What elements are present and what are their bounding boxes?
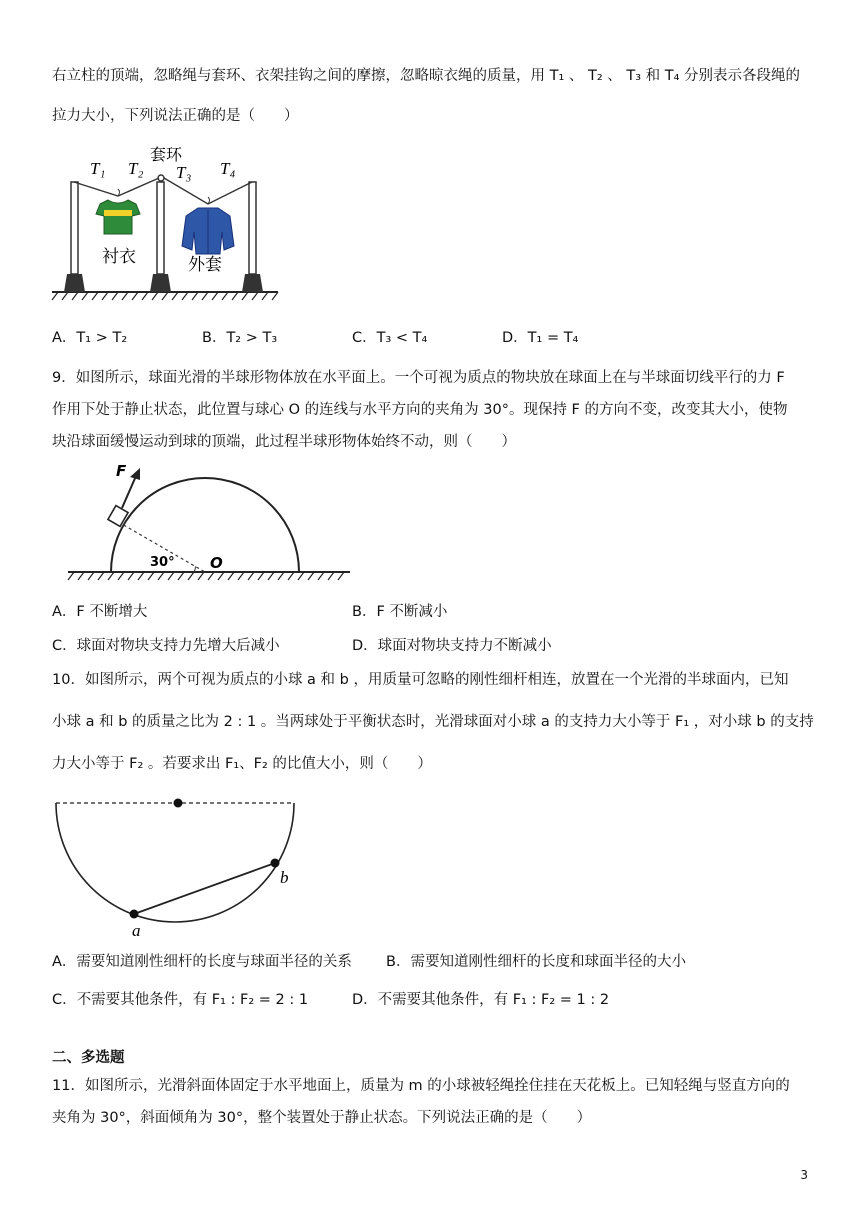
q8-option-a: A．T₁ > T₂ xyxy=(52,330,128,346)
label-center-o: O xyxy=(210,554,223,572)
label-force-f: F xyxy=(116,462,127,480)
q10-option-d: D．不需要其他条件，有 F₁ : F₂ = 1 : 2 xyxy=(352,992,610,1008)
q9-option-d: D．球面对物块支持力不断减小 xyxy=(352,638,552,654)
label-t2: T₂ xyxy=(128,159,144,178)
label-ring: 套环 xyxy=(150,145,183,164)
q9-option-b: B．F 不断减小 xyxy=(352,604,448,620)
q10-figure-bowl xyxy=(52,792,302,942)
shirt-icon xyxy=(96,200,140,234)
label-ball-a: a xyxy=(132,921,141,940)
q11-text-line1: 11．如图所示，光滑斜面体固定于水平地面上，质量为 m 的小球被轻绳拴住挂在天花板上。已知轻绳与竖直方向的 xyxy=(52,1078,790,1094)
label-angle-30: 30° xyxy=(150,555,175,570)
q8-text-line2: 拉力大小，下列说法正确的是（ ） xyxy=(52,108,299,124)
q10-text-line2: 小球 a 和 b 的质量之比为 2 : 1 。当两球处于平衡状态时，光滑球面对小球 a 的支持力大小等于 F₁ ，对小球 b 的支持 xyxy=(52,714,814,730)
q9-text-line3: 块沿球面缓慢运动到球的顶端，此过程半球形物体始终不动，则（ ） xyxy=(52,434,516,450)
q10-option-b: B．需要知道刚性细杆的长度和球面半径的大小 xyxy=(386,954,686,970)
q11-text-line2: 夹角为 30°，斜面倾角为 30°，整个装置处于静止状态。下列说法正确的是（ ） xyxy=(52,1110,592,1126)
q9-text-line2: 作用下处于静止状态，此位置与球心 O 的连线与水平方向的夹角为 30°。现保持 F 的方向不变，改变其大小，使物 xyxy=(52,402,788,418)
q9-text-line1: 9．如图所示，球面光滑的半球形物体放在水平面上。一个可视为质点的物块放在球面上在与半球面切线平行的力 F xyxy=(52,370,785,386)
q9-figure-hemisphere xyxy=(64,462,354,584)
page-number: 3 xyxy=(800,1168,808,1182)
q8-option-b: B．T₂ > T₃ xyxy=(202,330,278,346)
label-t1: T₁ xyxy=(90,159,106,178)
label-t3: T₃ xyxy=(176,163,192,182)
label-ball-b: b xyxy=(280,868,289,887)
q8-option-d: D．T₁ = T₄ xyxy=(502,330,579,346)
q8-option-c: C．T₃ < T₄ xyxy=(352,330,428,346)
q8-figure-clothesline xyxy=(52,142,282,302)
q10-text-line3: 力大小等于 F₂ 。若要求出 F₁、F₂ 的比值大小，则（ ） xyxy=(52,756,432,772)
q10-option-c: C．不需要其他条件，有 F₁ : F₂ = 2 : 1 xyxy=(52,992,309,1008)
label-t4: T₄ xyxy=(220,159,236,178)
label-shirt: 衬衣 xyxy=(102,247,136,267)
q9-option-a: A．F 不断增大 xyxy=(52,604,148,620)
label-coat: 外套 xyxy=(188,255,222,275)
q8-text-line1: 右立柱的顶端，忽略绳与套环、衣架挂钩之间的摩擦，忽略晾衣绳的质量，用 T₁ 、 T₂ 、 T₃ 和 T₄ 分别表示各段绳的 xyxy=(52,68,801,84)
section-heading-multiple-choice: 二、多选题 xyxy=(52,1050,125,1066)
q10-option-a: A．需要知道刚性细杆的长度与球面半径的关系 xyxy=(52,954,352,970)
q9-option-c: C．球面对物块支持力先增大后减小 xyxy=(52,638,280,654)
q10-text-line1: 10．如图所示，两个可视为质点的小球 a 和 b ，用质量可忽略的刚性细杆相连，放置在一个光滑的半球面内，已知 xyxy=(52,672,789,688)
